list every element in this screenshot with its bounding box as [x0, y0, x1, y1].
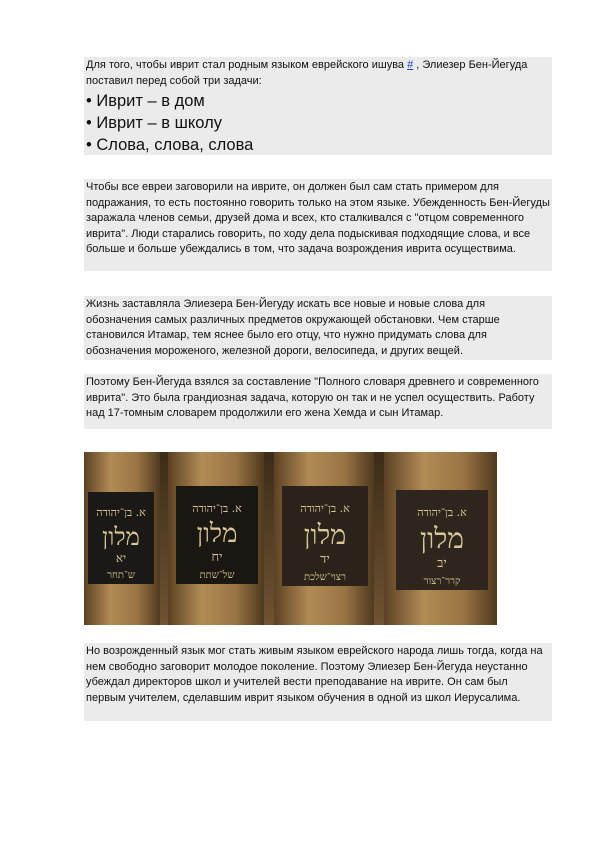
spine-text: מלון — [102, 523, 140, 551]
intro-block — [84, 57, 552, 155]
intro-text-start: Для того, чтобы иврит стал родным языком еврейского ишува — [86, 59, 408, 71]
footnote-link[interactable]: # — [407, 59, 414, 71]
dictionary-volumes-photo — [84, 452, 497, 625]
task-list — [84, 90, 552, 156]
spine-text: יח — [211, 550, 223, 565]
spine-text: מלון — [196, 519, 238, 549]
school-block — [84, 643, 552, 721]
task-item: • Иврит – в школу — [86, 114, 222, 132]
spine-text: קרר־רצור — [423, 576, 461, 587]
example-paragraph: Чтобы все евреи заговорили на иврите, он должен был сам стать примером для подражания, то есть постоянно говорить только на этом языке. Убежденность Бен-Йегуды заражала членов семьи, друзей дома и всех, кто сталкивался с "отцом современного иврита". Люди старались говорить, по ходу дела подыскивая подходящие слова, и все больше и больше убеждались в том, что задача возрождения иврита осуществима. — [86, 181, 550, 255]
spine-text: יד — [320, 552, 330, 567]
new-words-block — [84, 296, 552, 360]
task-item: • Иврит – в дом — [86, 92, 205, 110]
spine-text: א. בן־יהודה — [417, 506, 467, 519]
spine-text: יב — [437, 556, 447, 571]
intro-paragraph — [84, 57, 552, 89]
spine-text: מלון — [420, 522, 464, 555]
dictionary-paragraph: Поэтому Бен-Йегуда взялся за составление "Полного словаря древнего и современного иврита". Это была грандиозная задача, которую он так и не успел осуществить. Работу над 17-томным словарем продолжили его жена Хемда и сын Итамар. — [86, 376, 539, 419]
dictionary-block — [84, 374, 552, 429]
spine-text: א. בן־יהודה — [300, 502, 350, 515]
spine-text: א. בן־יהודה — [192, 502, 242, 515]
spine-text: מלון — [303, 520, 347, 551]
school-paragraph: Но возрожденный язык мог стать живым языком еврейского народа лишь тогда, когда на нем свободно заговорит молодое поколение. Поэтому Элиезер Бен-Йегуда неустанно убеждал директоров школ и учителей вести преподавание на иврите. Он сам был первым учителем, сделавшим иврит языком обучения в одной из школ Иерусалима. — [86, 645, 543, 704]
spine-text: רצוי־שלכת — [304, 572, 346, 583]
dictionary-spines-illustration — [84, 452, 497, 625]
spine-text: ש־תחר — [107, 570, 135, 581]
intro-text-end: , Элиезер Бен-Йегуда поставил перед собой три задачи: — [86, 59, 528, 87]
example-block — [84, 179, 552, 271]
spine-text: יא — [115, 551, 127, 565]
task-item: • Слова, слова, слова — [86, 136, 254, 154]
spine-text: א. בן־יהודה — [96, 506, 146, 519]
new-words-paragraph: Жизнь заставляла Элиезера Бен-Йегуду искать все новые и новые слова для обозначения самых различных предметов окружающей обстановки. Чем старше становился Итамар, тем яснее было его отцу, что нужно придумать слова для обозначения мороженого, железной дороги, велосипеда, и других вещей. — [86, 298, 500, 357]
spine-text: של־שתת — [199, 570, 235, 581]
